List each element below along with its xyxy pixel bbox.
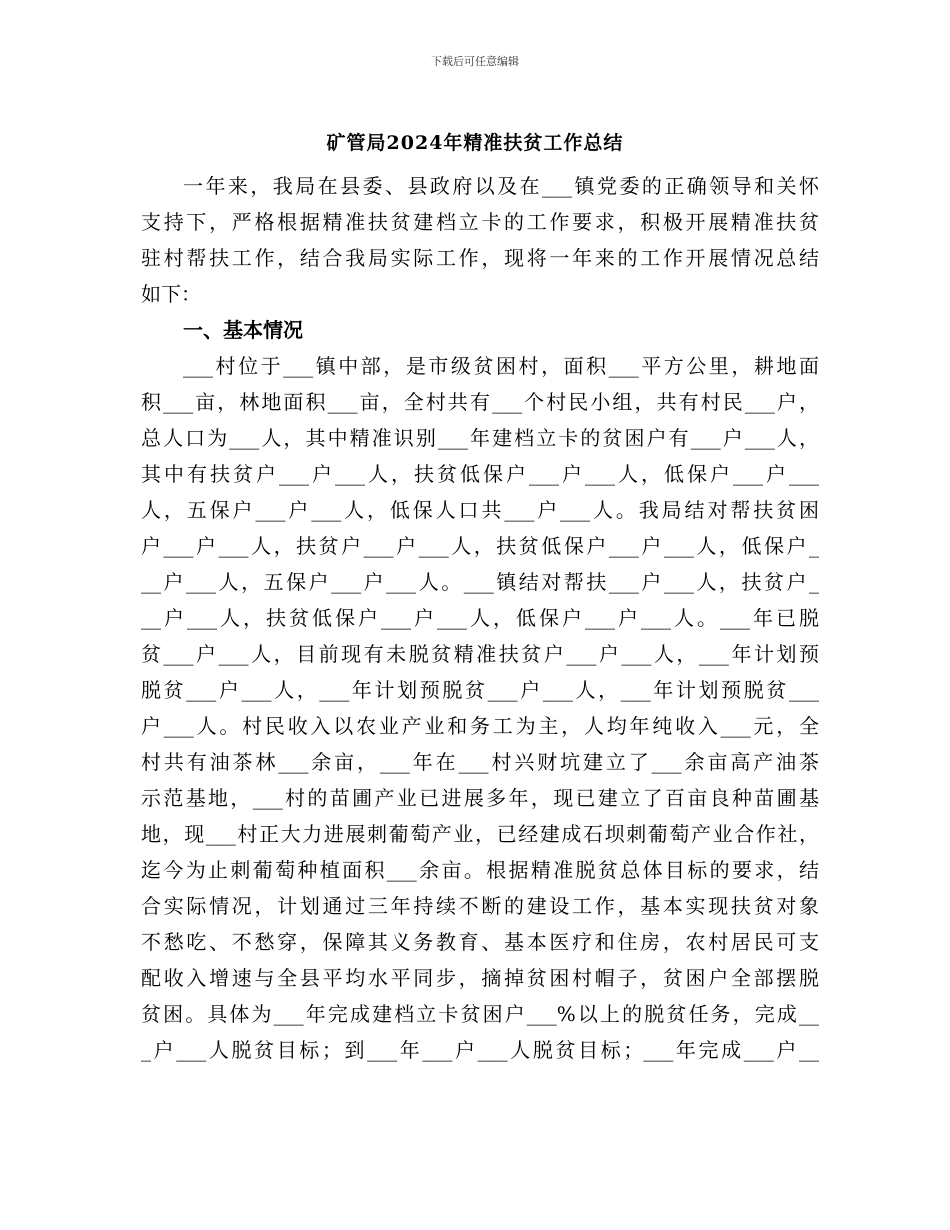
text-line: 贫困。具体为___年完成建档立卡贫困户___%以上的脱贫任务，完成__ [141,1002,819,1026]
text-line: 示范基地，___村的苗圃产业已进展多年，现已建立了百亩良种苗圃基 [141,786,819,810]
document-body [141,168,819,1068]
text-line: 户___户___人，扶贫户___户___人，扶贫低保户___户___人，低保户_ [141,534,819,558]
text-line: 合实际情况，计划通过三年持续不断的建设工作，基本实现扶贫对象 [141,894,819,918]
text-line: 支持下，严格根据精准扶贫建档立卡的工作要求，积极开展精准扶贫 [141,210,819,234]
paragraph-basic-info [141,348,819,1068]
text-line: 地，现___村正大力进展刺葡萄产业，已经建成石坝刺葡萄产业合作社， [141,822,819,846]
section-heading: 一、基本情况 [183,318,303,342]
text-line: 迄今为止刺葡萄种植面积___余亩。根据精准脱贫总体目标的要求，结 [141,858,819,882]
document-title: 矿管局2024年精准扶贫工作总结 [326,132,624,154]
text-line: ___村位于___镇中部，是市级贫困村，面积___平方公里，耕地面 [183,354,819,378]
text-line: 总人口为___人，其中精准识别___年建档立卡的贫困户有___户___人， [141,426,819,450]
text-line: 积___亩，林地面积___亩，全村共有___个村民小组，共有村民___户， [141,390,819,414]
text-line: 一年来，我局在县委、县政府以及在___镇党委的正确领导和关怀 [183,174,819,198]
text-line: 村共有油茶林___余亩，___年在___村兴财坑建立了___余亩高产油茶 [141,750,819,774]
text-line: 不愁吃、不愁穿，保障其义务教育、基本医疗和住房，农村居民可支 [141,930,819,954]
paragraph-intro [141,168,819,312]
text-line: __户___人，扶贫低保户___户___人，低保户___户___人。___年已脱 [141,606,819,630]
text-line: 贫___户___人，目前现有未脱贫精准扶贫户___户___人，___年计划预 [141,642,819,666]
text-line: 驻村帮扶工作，结合我局实际工作，现将一年来的工作开展情况总结 [141,246,819,270]
text-line: 人，五保户___户___人，低保人口共___户___人。我局结对帮扶贫困 [141,498,819,522]
text-line: _户___人脱贫目标；到___年___户___人脱贫目标；___年完成___户__ [141,1038,819,1062]
text-line: 其中有扶贫户___户___人，扶贫低保户___户___人，低保户___户___ [141,462,819,486]
text-line: 脱贫___户___人，___年计划预脱贫___户___人，___年计划预脱贫___ [141,678,819,702]
text-line: 户___人。村民收入以农业产业和务工为主，人均年纯收入___元，全 [141,714,819,738]
header-note: 下载后可任意编辑 [431,55,519,68]
text-line: __户___人，五保户___户___人。___镇结对帮扶___户___人，扶贫户_ [141,570,819,594]
text-line: 配收入增速与全县平均水平同步，摘掉贫困村帽子，贫困户全部摆脱 [141,966,819,990]
text-line: 如下： [141,282,201,306]
